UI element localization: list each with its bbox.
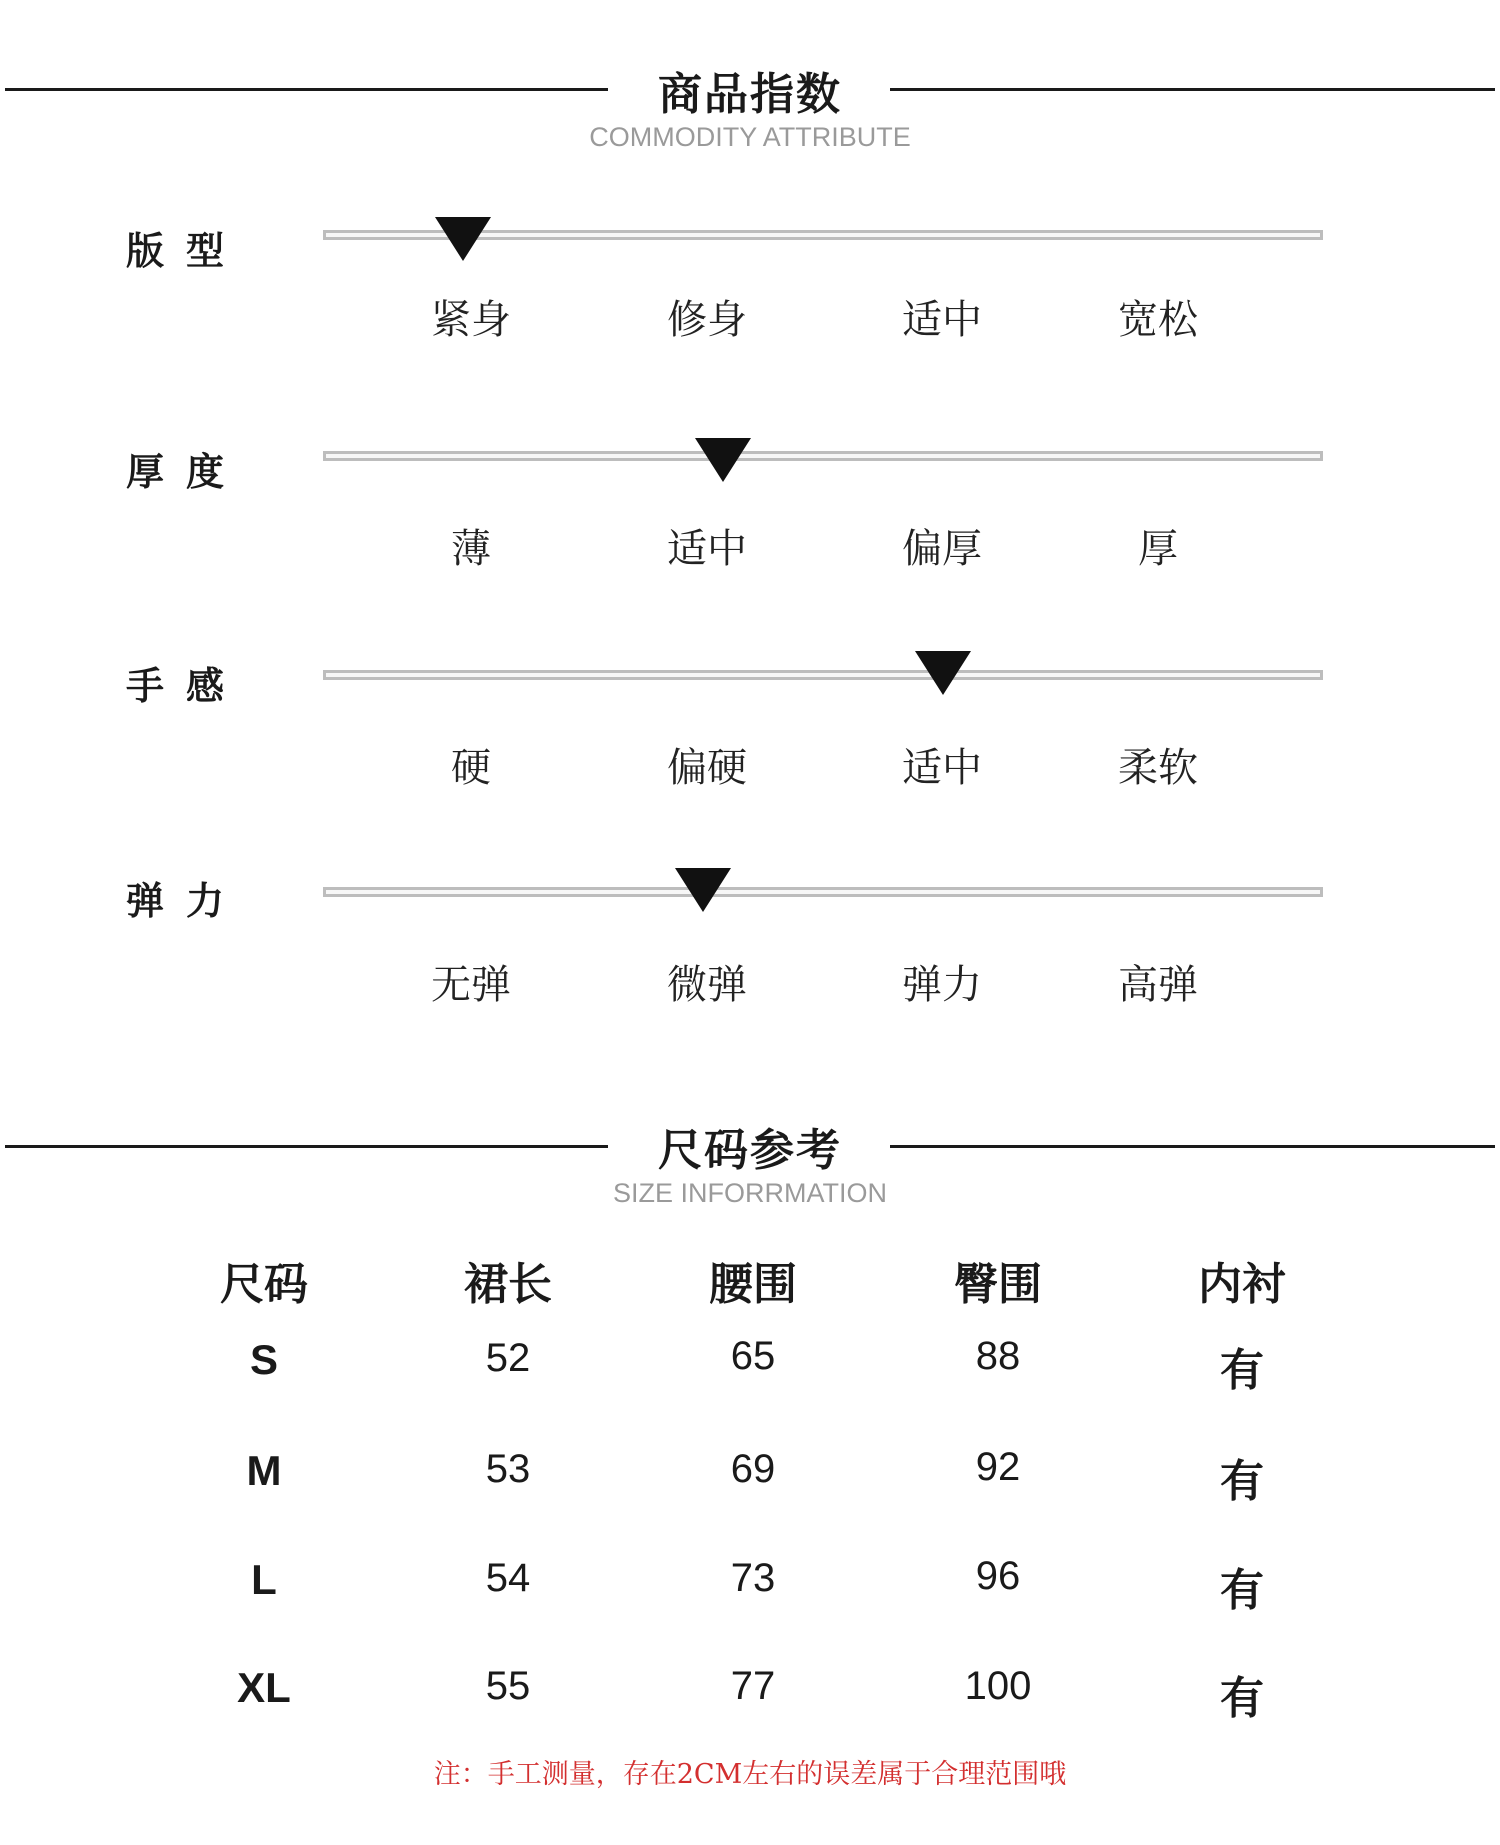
level-label: 高弹 (1118, 962, 1198, 1008)
table-cell-size: L (251, 1556, 277, 1603)
attribute-row-elasticity (0, 867, 1500, 1067)
table-cell-hip: 96 (975, 1554, 1021, 1598)
table-cell-waist: 77 (730, 1664, 776, 1708)
attribute-row-thickness (0, 431, 1500, 631)
table-cell-hip: 92 (975, 1445, 1021, 1489)
table-cell-length: 55 (485, 1664, 531, 1708)
level-label: 宽松 (1118, 297, 1198, 343)
table-header-length: 裙长 (464, 1259, 552, 1310)
attribute-row-fit (0, 210, 1500, 410)
level-label: 偏厚 (902, 526, 982, 572)
level-label: 适中 (902, 745, 982, 791)
table-cell-waist: 65 (730, 1334, 776, 1378)
size-title: 尺码参考 (658, 1125, 842, 1176)
level-label: 适中 (667, 526, 747, 572)
level-label: 微弹 (667, 962, 747, 1008)
table-cell-length: 52 (485, 1336, 531, 1380)
level-label: 弹力 (902, 962, 982, 1008)
table-cell-hip: 88 (975, 1334, 1021, 1378)
table-cell-lining: 有 (1220, 1456, 1264, 1507)
indicator-triangle-icon (675, 868, 731, 912)
attribute-label: 版型 (126, 229, 247, 273)
indicator-triangle-icon (435, 217, 491, 261)
size-subtitle: SIZE INFORRMATION (613, 1178, 887, 1208)
table-cell-hip: 100 (964, 1664, 1032, 1708)
table-cell-lining: 有 (1220, 1565, 1264, 1616)
level-label: 紧身 (431, 297, 511, 343)
measurement-note: 注：手工测量，存在2CM左右的误差属于合理范围哦 (433, 1759, 1067, 1790)
level-label: 无弹 (431, 962, 511, 1008)
level-label: 硬 (451, 745, 491, 791)
table-cell-waist: 69 (730, 1447, 776, 1491)
commodity-title: 商品指数 (658, 69, 842, 120)
table-cell-size: M (246, 1447, 282, 1494)
table-cell-waist: 73 (730, 1556, 776, 1600)
table-cell-lining: 有 (1220, 1673, 1264, 1724)
table-header-waist: 腰围 (709, 1259, 797, 1310)
table-cell-size: XL (237, 1664, 291, 1711)
indicator-triangle-icon (915, 651, 971, 695)
table-header-size: 尺码 (220, 1259, 308, 1310)
table-cell-length: 54 (485, 1556, 531, 1600)
attribute-scale-track (323, 451, 1323, 461)
indicator-triangle-icon (695, 438, 751, 482)
attribute-label: 手感 (126, 664, 247, 708)
level-label: 适中 (902, 297, 982, 343)
level-label: 修身 (667, 297, 747, 343)
table-cell-size: S (249, 1336, 278, 1383)
table-header-lining: 内衬 (1198, 1259, 1286, 1310)
attribute-label: 弹力 (126, 879, 247, 923)
attribute-scale-track (323, 670, 1323, 680)
level-label: 薄 (451, 526, 491, 572)
level-label: 柔软 (1118, 745, 1198, 791)
attribute-row-hand-feel (0, 650, 1500, 850)
attribute-scale-track (323, 887, 1323, 897)
level-label: 厚 (1138, 526, 1178, 572)
table-cell-length: 53 (485, 1447, 531, 1491)
table-cell-lining: 有 (1220, 1345, 1264, 1396)
attribute-label: 厚度 (126, 450, 247, 494)
commodity-subtitle: COMMODITY ATTRIBUTE (589, 122, 911, 152)
table-header-hip: 臀围 (954, 1259, 1042, 1310)
level-label: 偏硬 (667, 745, 747, 791)
